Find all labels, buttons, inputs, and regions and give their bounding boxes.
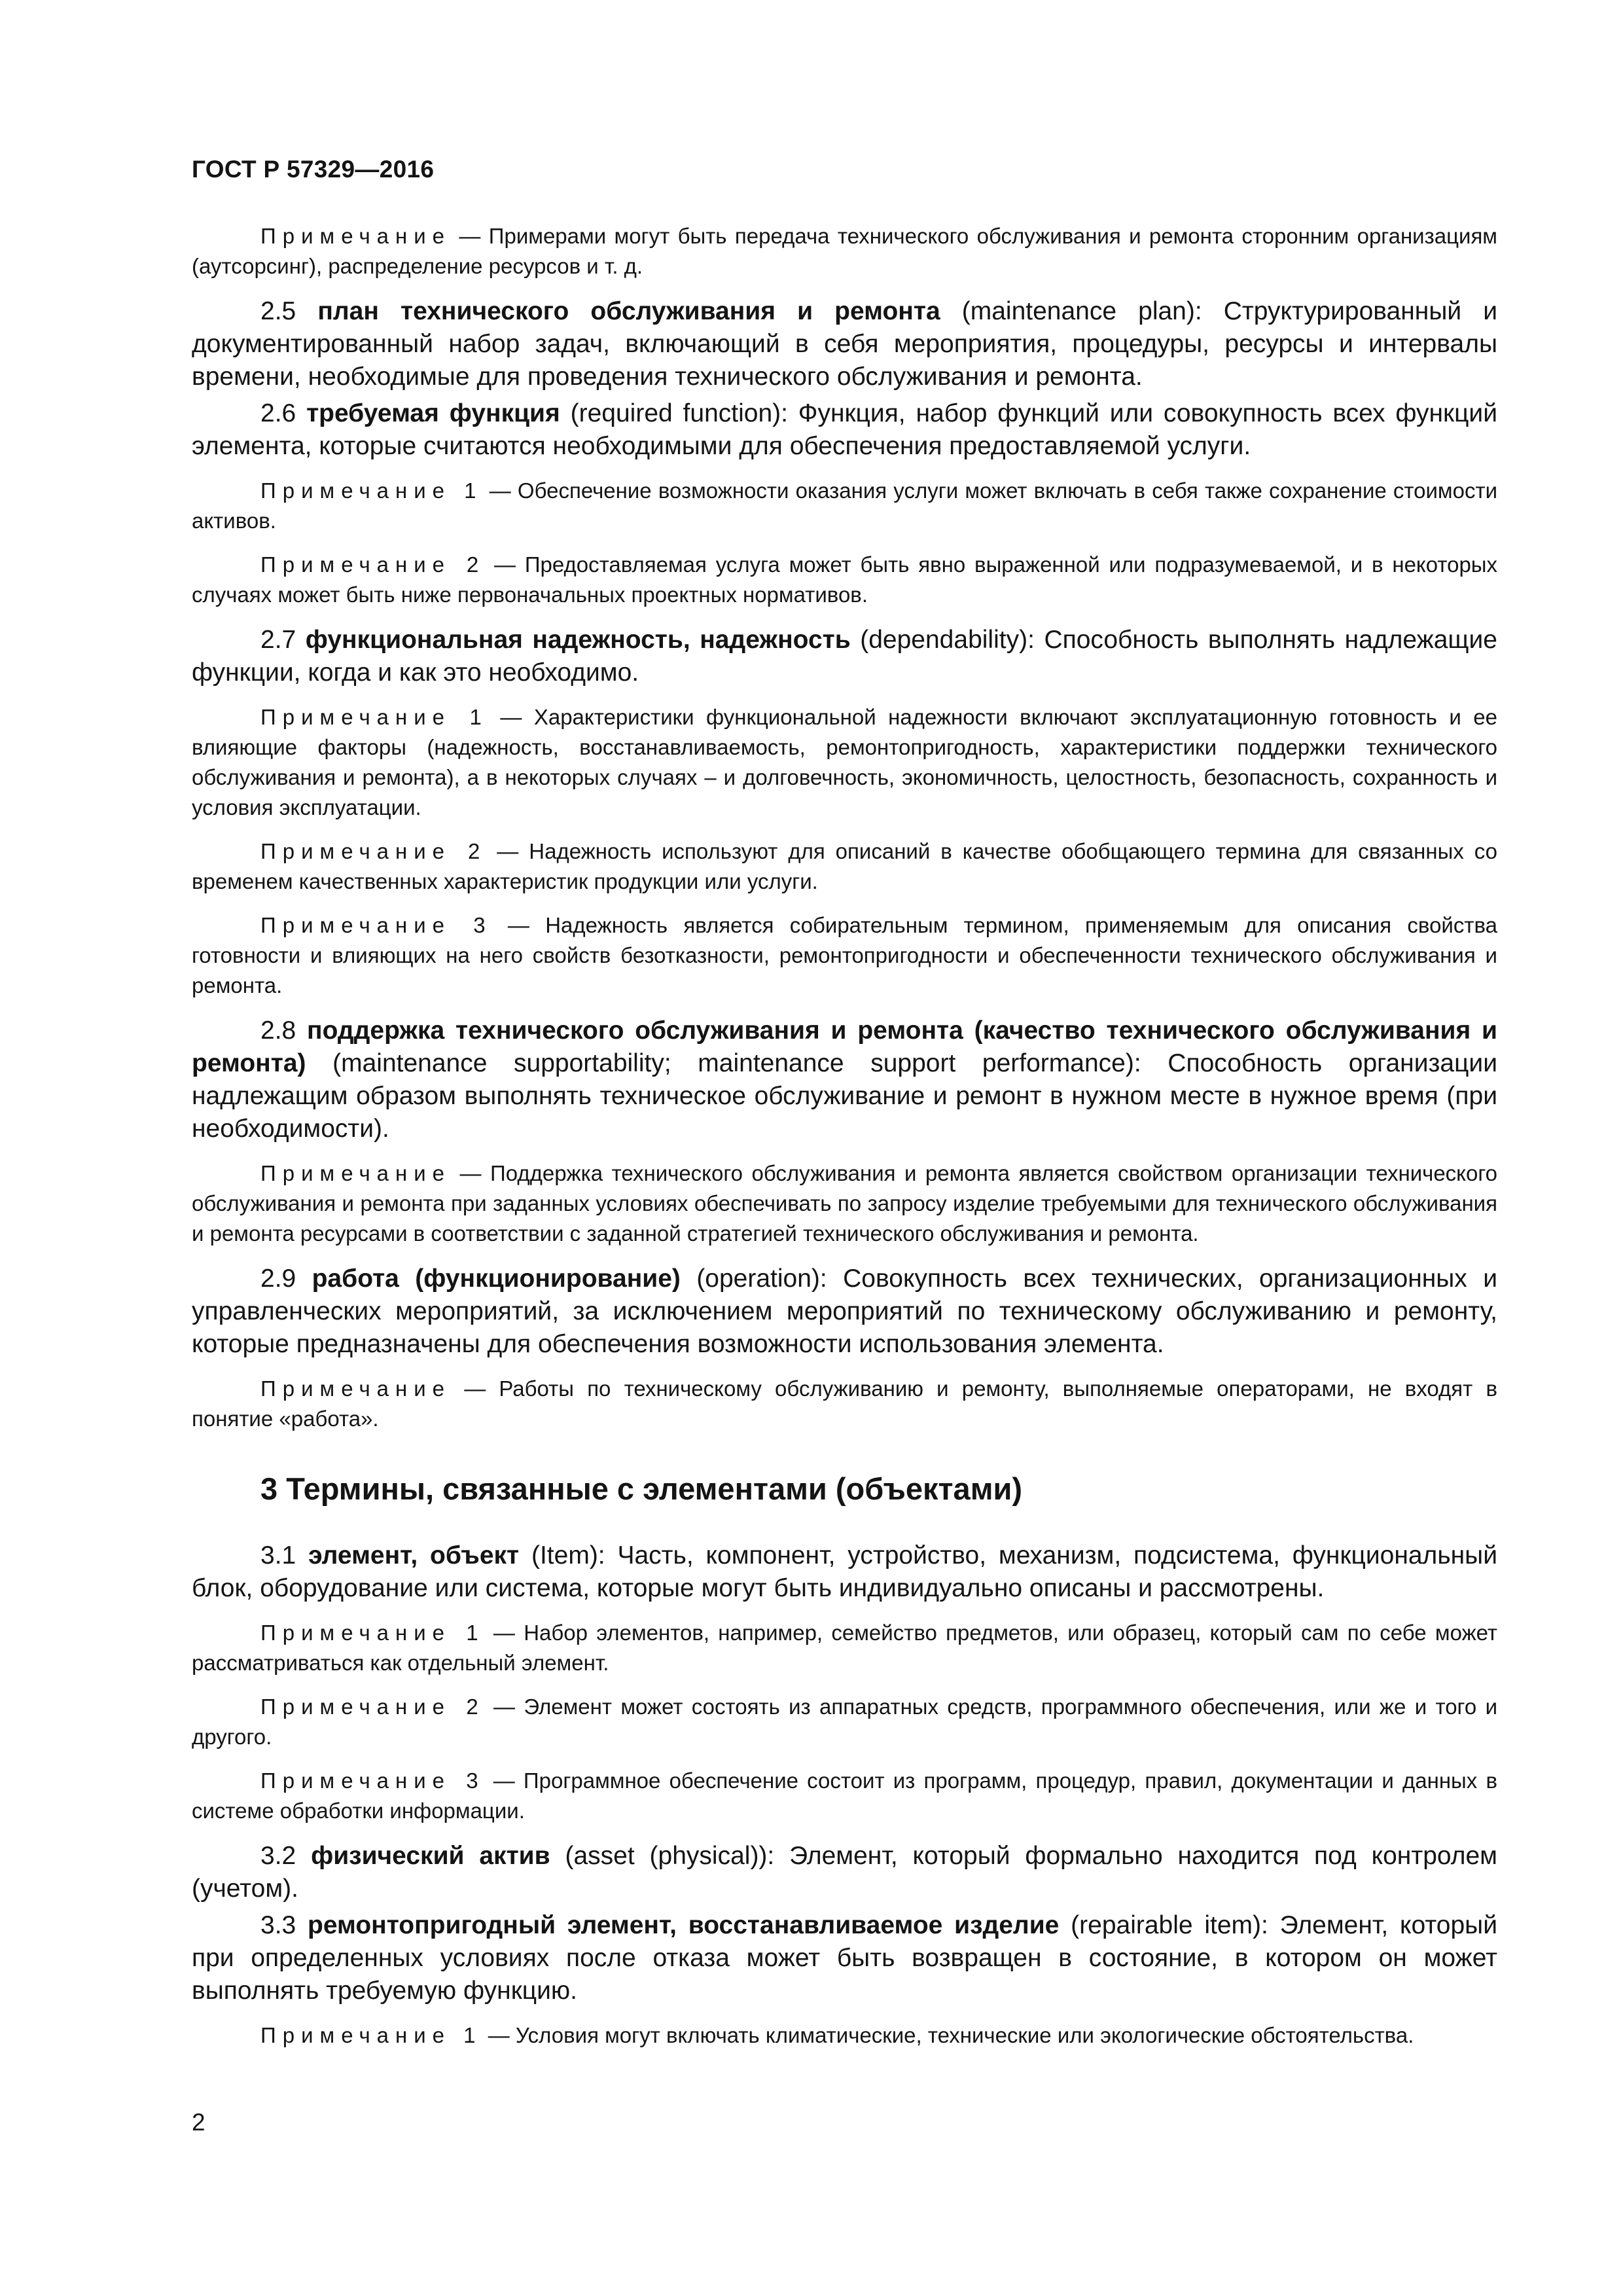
term-text: (maintenance plan): Структурированный и документированный набор задач, включающий в себя мероприятия, процедуры, ресурсы и интервалы времени, необходимые для проведения технического обслуживания и ремонта. xyxy=(192,297,1497,391)
note-paragraph xyxy=(192,1692,1497,1752)
page-number: 2 xyxy=(192,2109,205,2136)
term-number: 2.6 xyxy=(260,399,296,427)
term-name: план технического обслуживания и ремонта xyxy=(317,297,940,325)
note-text: — Обеспечение возможности оказания услуги может включать в себя также сохранение стоимости активов. xyxy=(192,478,1498,533)
note-label: Примечание xyxy=(260,224,452,248)
term-number: 3.1 xyxy=(260,1541,296,1570)
note-label: Примечание 3 xyxy=(260,913,492,937)
term-name: функциональная надежность, надежность xyxy=(305,626,851,654)
term-name: поддержка технического обслуживания и ремонта (качество технического обслуживания и ремонта) xyxy=(192,1016,1498,1077)
note-text: — Примерами могут быть передача технического обслуживания и ремонта сторонним организациям (аутсорсинг), распределение ресурсов и т. д. xyxy=(192,224,1497,278)
note-label: Примечание 3 xyxy=(260,1768,485,1793)
term-text: (dependability): Способность выполнять надлежащие функции, когда и как это необходимо. xyxy=(192,626,1497,687)
term-number: 3.3 xyxy=(260,1911,296,1939)
note-paragraph xyxy=(192,1158,1497,1249)
term-text: (repairable item): Элемент, который при определенных условиях после отказа может быть возвращен в состояние, в котором он может выполнять требуемую функцию. xyxy=(192,1911,1497,2005)
term-number: 3.2 xyxy=(260,1842,296,1870)
term-definition xyxy=(192,397,1497,463)
term-definition xyxy=(192,1263,1497,1361)
term-definition xyxy=(192,295,1497,393)
note-label: Примечание 1 xyxy=(260,705,488,729)
term-text: (maintenance supportability; maintenance support performance): Способность организации надлежащим образом выполнять техническое обслуживание и ремонт в нужном месте в нужное время (при необходимости). xyxy=(192,1049,1497,1143)
term-text: (asset (physical)): Элемент, который формально находится под контролем (учетом). xyxy=(192,1842,1497,1903)
note-text: — Предоставляемая услуга может быть явно выраженной или подразумеваемой, и в некоторых случаях может быть ниже первоначальных проектных нормативов. xyxy=(192,552,1498,607)
term-name: элемент, объект xyxy=(308,1541,520,1570)
note-label: Примечание 2 xyxy=(260,1695,485,1719)
term-name: работа (функционирование) xyxy=(312,1265,681,1293)
note-label: Примечание xyxy=(260,1161,452,1185)
term-text: (operation): Совокупность всех технических, организационных и управленческих мероприятий, за исключением мероприятий по техническому обслуживанию и ремонту, которые предназначены для обеспечения возможности использования элемента. xyxy=(192,1265,1497,1358)
note-text: — Надежность используют для описаний в качестве обобщающего термина для связанных со временем качественных характеристик продукции или услуги. xyxy=(192,839,1498,893)
term-name: физический актив xyxy=(311,1842,550,1870)
term-number: 2.5 xyxy=(260,297,296,325)
note-text: — Работы по техническому обслуживанию и ремонту, выполняемые операторами, не входят в понятие «работа». xyxy=(192,1376,1497,1431)
note-text: — Условия могут включать климатические, технические или экологические обстоятельства. xyxy=(488,2023,1414,2047)
note-label: Примечание 2 xyxy=(260,839,487,863)
note-label: Примечание xyxy=(260,1376,452,1401)
note-paragraph xyxy=(192,836,1497,897)
note-paragraph xyxy=(192,702,1497,823)
note-paragraph xyxy=(192,1618,1497,1678)
term-text: (Item): Часть, компонент, устройство, механизм, подсистема, функциональный блок, оборудование или система, которые могут быть индивидуально описаны и рассмотрены. xyxy=(192,1541,1497,1602)
term-definition xyxy=(192,1909,1497,2007)
note-text: — Надежность является собирательным термином, применяемым для описания свойства готовности и влияющих на него свойств безотказности, ремонтопригодности и обеспеченности технического обслуживания и ремонта. xyxy=(192,913,1497,997)
term-number: 2.9 xyxy=(260,1265,296,1293)
note-paragraph xyxy=(192,910,1497,1001)
term-definition xyxy=(192,1840,1497,1905)
term-number: 2.7 xyxy=(260,626,296,654)
note-label: Примечание 1 xyxy=(260,1621,485,1645)
note-paragraph xyxy=(192,1766,1497,1826)
note-paragraph xyxy=(192,1374,1497,1434)
note-paragraph xyxy=(192,2020,1497,2051)
term-number: 2.8 xyxy=(260,1016,296,1045)
note-label: Примечание 1 xyxy=(260,2023,482,2047)
term-definition xyxy=(192,624,1497,689)
note-paragraph xyxy=(192,476,1497,536)
note-text: — Элемент может состоять из аппаратных средств, программного обеспечения, или же и того и другого. xyxy=(192,1695,1497,1749)
note-text: — Поддержка технического обслуживания и ремонта является свойством организации технического обслуживания и ремонта при заданных условиях обеспечивать по запросу изделие требуемыми для технического обслуживания и ремонта ресурсами в соответствии с заданной стратегией технического обслуживания и ремонта. xyxy=(192,1161,1497,1246)
note-label: Примечание 2 xyxy=(260,552,486,577)
term-definition xyxy=(192,1014,1497,1145)
term-name: требуемая функция xyxy=(306,399,560,427)
note-paragraph xyxy=(192,550,1497,610)
document-body xyxy=(192,221,1497,2051)
note-text: — Характеристики функциональной надежности включают эксплуатационную готовность и ее влияющие факторы (надежность, восстанавливаемость, ремонтопригодность, характеристики поддержки технического обслуживания и ремонта), а в некоторых случаях – и долговечность, экономичность, целостность, безопасность, сохранность и условия эксплуатации. xyxy=(192,705,1498,819)
document-page xyxy=(192,156,1497,2064)
section-heading: 3 Термины, связанные с элементами (объектами) xyxy=(260,1471,1023,1506)
term-definition xyxy=(192,1539,1497,1605)
term-text: (required function): Функция, набор функций или совокупность всех функций элемента, которые считаются необходимыми для обеспечения предоставляемой услуги. xyxy=(192,399,1497,460)
note-label: Примечание 1 xyxy=(260,478,483,503)
note-paragraph xyxy=(192,221,1497,281)
term-name: ремонтопригодный элемент, восстанавливаемое изделие xyxy=(308,1911,1060,1939)
note-text: — Набор элементов, например, семейство предметов, или образец, который сам по себе может рассматриваться как отдельный элемент. xyxy=(192,1621,1498,1675)
note-text: — Программное обеспечение состоит из программ, процедур, правил, документации и данных в системе обработки информации. xyxy=(192,1768,1497,1823)
document-header: ГОСТ Р 57329—2016 xyxy=(192,156,435,183)
